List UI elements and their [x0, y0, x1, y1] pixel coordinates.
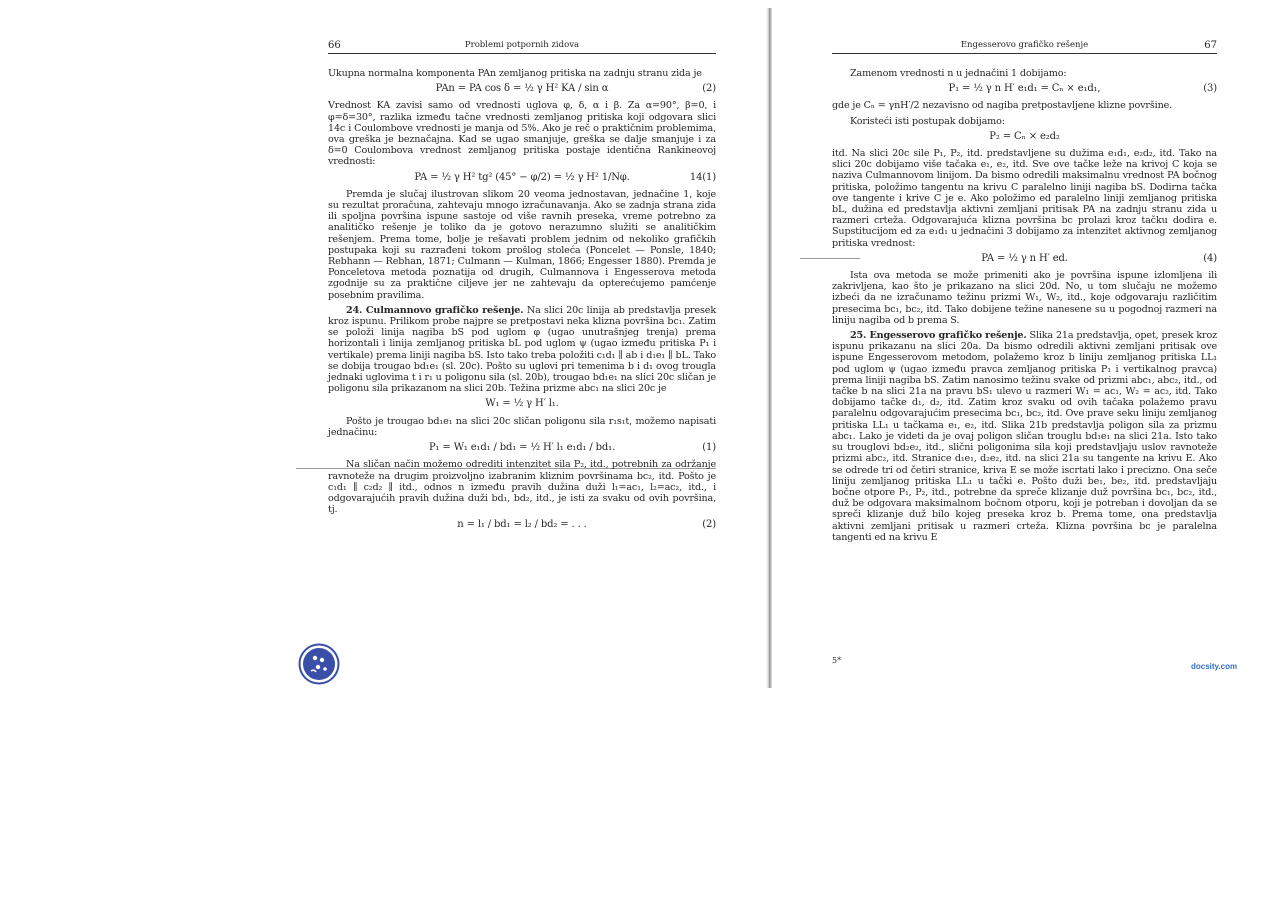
- paragraph: Premda je slučaj ilustrovan slikom 20 veoma jednostavan, jednačine 1, koje su rezultat proračuna, zahtevaju mnogo izračunavanja. Ako se zadnja strana zida ili spoljna površina ispune sastoje od više ravnih preseka, vreme potrebno za analitičko rešenje je toliko da je gotovo nerazumno služiti se analitičkim rešenjem. Prema tome, bolje je rešavati problem jednim od nekoliko grafičkih postupaka koji su razrađeni tokom prošlog stoleća (Poncelet — Ponsle, 1840; Rebhann — Rebhan, 1871; Culmann — Kulman, 1866; Engesser 1880). Premda je Ponceletova metoda poznatija od drugih, Culmannova i Engesserova metoda zgodnije su za praktične ciljeve jer ne zahtevaju da opterećujemo pamćenje posebnim pravilima.: [328, 188, 716, 301]
- paragraph: Ista ova metoda se može primeniti ako je površina ispune izlomljena ili zakrivljena, kao što je prikazano na slici 20d. No, u tom slučaju ne možemo izbeći da ne izračunamo težinu prizmi W₁, W₂, itd., koje odgovaraju različitim presecima bc₁, bc₂, itd. Tako dobijene težine nanesene su u pogodnoj razmeri na liniju nagiba od b prema S.: [832, 270, 1217, 326]
- paragraph: Ukupna normalna komponenta PAn zemljanog pritiska na zadnju stranu zida je: [328, 68, 702, 79]
- left-running-title: Problemi potpornih zidova: [464, 40, 580, 50]
- equation-text: W₁ = ½ γ H′ l₁.: [485, 398, 559, 410]
- watermark-link[interactable]: docsity.com: [1191, 662, 1238, 671]
- right-body: [832, 68, 1217, 543]
- right-page: [832, 40, 1217, 547]
- section-24: [328, 305, 716, 395]
- equation: [328, 172, 716, 183]
- equation: [832, 253, 1217, 264]
- paragraph: Vrednost KA zavisi samo od vrednosti uglova φ, δ, α i β. Za α=90°, β=0, i φ=δ=30°, razlika između tačne vrednosti zemljanog pritiska koji odgovara slici 14c i Coulombove vrednosti je manja od 5%. Ako je reč o praktičnim problemima, ova greška je beznačajna. Kad se ugao smanjuje, greška se dalje smanjuje i za δ=0 Coulombova vrednost zemljanog pritiska postaje identična Rankineovoj vrednosti:: [328, 100, 716, 168]
- paragraph: Pošto je trougao bd₁e₁ na slici 20c sličan poligonu sila r₁s₁t, možemo napisati jednačinu:: [328, 415, 716, 438]
- equation-number: (2): [702, 519, 716, 531]
- equation: [832, 131, 1217, 142]
- left-page-number: 66: [328, 40, 341, 51]
- equation: [328, 83, 716, 94]
- right-page-number: 67: [1204, 40, 1217, 51]
- equation-number: (1): [702, 442, 716, 454]
- equation-number: (3): [1203, 83, 1217, 95]
- section-text: Slika 21a predstavlja, opet, presek kroz ispunu prikazanu na slici 20a. Da bismo odredili aktivni zemljani pritisak ove ispune Engesserovom metodom, polažemo kroz b liniju zemljanog pritiska LL₁ pod uglom ψ (ugao između pravca zemljanog pritiska P₁ i vertikalnog pravca) prema liniji nagiba bS. Zatim nanosimo težinu svake od prizmi abc₁, abc₂, itd., od tačke b na slici 21a na pravu bS₁ ulevo u razmeri W₁ = ac₁, W₂ = ac₂, itd. Tako dobijamo tačke d₁, d₂, itd. Zatim kroz svaku od ovih tačaka polažemo pravu paralelnu odgovarajućim presecima bc₁, bc₂, itd. Ove prave seku liniju zemljanog pritiska LL₁ u tačkama e₁, e₂, itd. Slika 21b predstavlja poligon sila za prizmu abc₁. Lako je videti da je ovaj poligon sličan trouglu bd₁e₁ na slici 21a. Isto tako su trouglovi bd₂e₂, itd., slični poligonima sila koji predstavljaju uslov ravnoteže prizmi abc₂, itd. Stranice d₁e₁, d₂e₂, itd. na slici 21a su tangente na krivu E. Ako se odrede tri od četiri stranice, kriva E se može iscrtati lako i precizno. Ona seče liniju zemljanog pritiska LL₁ u tački e. Pošto duži be₁, be₂, itd. predstavljaju bočne otpore P₁, P₂, itd., potrebne da spreče klizanje duž površina bc₁, bc₂, itd., duž be odgovara maksimalnom bočnom otporu, koji je potreban i dovoljan da se spreči klizanje duž bilo kojeg preseka kroz b. Prema tome, ona predstavlja aktivni zemljani pritisak u razmeri crteža. Klizna površina bc je paralelna tangenti ed na krivu E: [832, 330, 1217, 543]
- section-title: 24. Culmannovo grafičko rešenje.: [346, 304, 524, 316]
- paragraph: gde je Cₙ = γnH′/2 nezavisno od nagiba pretpostavljene klizne površine.: [832, 100, 1173, 112]
- equation-number: 14(1): [689, 171, 716, 183]
- left-running-head: [328, 40, 716, 54]
- equation-text: PAn = PA cos δ = ½ γ H² KA / sin α: [435, 83, 609, 95]
- section-25: [832, 330, 1217, 543]
- equation-number: (4): [1203, 252, 1217, 264]
- paragraph: itd. Na slici 20c sile P₁, P₂, itd. predstavljene su dužima e₁d₁, e₂d₂, itd. Tako na slici 20c dobijamo više tačaka e₁, e₂, itd. Sve ove tačke leže na krivoj C koja se naziva Culmannovom linijom. Da bismo odredili maksimalnu vrednost PA bočnog pritiska, položimo tangentu na krivu C paralelno liniji nagiba bS. Dodirna tačka ove tangente i krive C je e. Ako položimo ed paralelno liniji zemljanog pritiska bL, dužina ed predstavlja aktivni zemljani pritisak PA na zadnju stranu zida u razmeri crteža. Odgovarajuća klizna površina bc prolazi kroz tačku dodira e. Supstitucijom ed za e₁d₁ u jednačini 3 dobijamo za intenzitet aktivnog zemljanog pritiska vrednost:: [832, 148, 1217, 249]
- left-page: [328, 40, 716, 537]
- equation: [832, 83, 1217, 94]
- left-body: [328, 68, 716, 531]
- right-running-head: [832, 40, 1217, 54]
- equation-text: PA = ½ γ H² tg² (45° − φ/2) = ½ γ H² 1/Nφ.: [414, 171, 630, 183]
- section-title: 25. Engesserovo grafičko rešenje.: [850, 330, 1027, 342]
- paragraph: Koristeći isti postupak dobijamo:: [850, 115, 1005, 127]
- docsity-logo-icon: [298, 643, 340, 685]
- equation-text: PA = ½ γ n H′ ed.: [981, 252, 1068, 264]
- equation: [328, 398, 716, 409]
- equation-text: P₂ = Cₙ × e₂d₂: [989, 130, 1060, 142]
- paragraph: Na sličan način možemo odrediti intenzitet sila P₂, itd., potrebnih za održanje ravnoteže na drugim proizvoljno izabranim kliznim površinama bc₂, itd. Pošto je c₁d₁ ∥ c₂d₂ ∥ itd., odnos n između pravih dužina duži l₁=ac₁, l₂=ac₂, itd., i odgovarajućih pravih dužina duži bd₁, bd₂, itd., je isti za svaku od ovih površina, tj.: [328, 459, 716, 516]
- section-text: Na slici 20c linija ab predstavlja presek kroz ispunu. Prilikom probe najpre se pretpostavi neka klizna površina bc₁. Zatim se položi linija nagiba bS pod uglom φ (ugao unutrašnjeg trenja) prema horizontali i linija zemljanog pritiska bL pod uglom ψ (ugao između pritiska P₁ i vertikale) prema liniji nagiba bS. Isto tako treba položiti c₁d₁ ∥ ab i d₁e₁ ∥ bL. Tako se dobija trougao bd₁e₁ (sl. 20c). Pošto su uglovi pri temenima b i d₁ ovog trougla jednaki uglovima t i r₁ u poligonu sila (sl. 20b), trougao bd₁e₁ na slici 20c sličan je poligonu sila prikazanom na slici 20b. Težina prizme abc₁ na slici 20c je: [328, 304, 716, 395]
- paragraph: Zamenom vrednosti n u jednačini 1 dobijamo:: [850, 68, 1067, 79]
- book-fold: [766, 8, 772, 688]
- equation: [328, 442, 716, 453]
- equation-text: n = l₁ / bd₁ = l₂ / bd₂ = . . .: [457, 519, 587, 531]
- signature-mark: 5*: [832, 656, 842, 665]
- equation-text: P₁ = W₁ e₁d₁ / bd₁ = ½ H′ l₁ e₁d₁ / bd₁.: [428, 442, 616, 454]
- equation-number: (2): [702, 83, 716, 95]
- equation: [328, 519, 716, 530]
- equation-text: P₁ = ½ γ n H′ e₁d₁ = Cₙ × e₁d₁,: [948, 83, 1101, 95]
- right-running-title: Engesserovo grafičko rešenje: [960, 40, 1089, 50]
